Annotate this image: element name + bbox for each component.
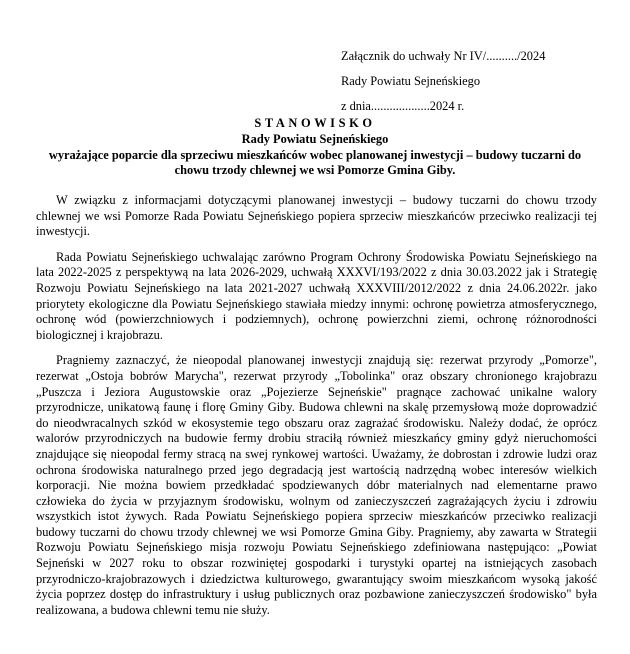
council-line: Rady Powiatu Sejneńskiego: [341, 74, 481, 88]
body-paragraph: Pragniemy zaznaczyć, że nieopodal planowanej inwestycji znajdują się: rezerwat przyrody „Pomorze", rezerwat „Ostoja bobrów Marycha", rezerwat przyrody „Tobolinka" oraz obszary chronionego krajobrazu „Puszcza i Jeziora Augustowskie oraz „Pojezierze Sejneńskie" pragnące zachować unikalne walory przyrodnicze, unikatową faunę i florę Gminy Giby. Budowa chlewni na skalę przemysłową może doprowadzić do nieodwracalnych szkód w ekosystemie tego obszaru oraz zagrażać środowisku. Należy dodać, że oprócz walorów przyrodniczych na budowie fermy drobiu straciłą również mieszkańcy gminy gdyż nieruchomości znajdujące się nieopodal fermy stracą na swej rynkowej wartości. Uważamy, że dobrostan i zdrowie ludzi oraz ochrona środowiska naturalnego przed jego degradacją jest wartością nadrzędną wobec interesów wielkich korporacji. Nie można bowiem przedkładać spodziewanych dóbr materialnych nad elementarne prawo człowieka do życia w przyjaznym środowisku, wolnym od zanieczyszczeń zagrażających życiu i zdrowiu wszystkich istot żywych. Rada Powiatu Sejneńskiego popiera sprzeciw mieszkańców przeciwko realizacji budowy tuczarni do chowu trzody chlewnej we wsi Pomorze Gmina Giby. Pragniemy, aby zawarta w Strategii Rozwoju Powiatu Sejneńskiego misja rozwoju Powiatu Sejneńskiego zdefiniowana następująco: „Powiat Sejneński w 2027 roku to obszar rozwiniętej gospodarki i turystyki opartej na istniejących zasobach przyrodniczo-krajobrazowych i dziedzictwa kulturowego, gwarantujący swoim mieszkańcom wysoką jakość życia poprzez dostęp do infrastruktury i usług publicznych oraz pozbawione zanieczyszczeń środowisko" była realizowana, a budowa chlewni temu nie służy.: [36, 353, 597, 617]
date-line: z dnia...................2024 r.: [341, 99, 465, 113]
attachment-header: [341, 44, 611, 119]
body-paragraph: W związku z informacjami dotyczącymi planowanej inwestycji – budowy tuczarni do chowu trzody chlewnej we wsi Pomorze Rada Powiatu Sejneńskiego popiera sprzeciw mieszkańców przeciwko realizacji tej inwestycji.: [36, 193, 597, 239]
subject-heading: wyrażające poparcie dla sprzeciwu mieszkańców wobec planowanej inwestycji – budowy tuczarni do chowu trzody chlewnej we wsi Pomorze Gmina Giby.: [48, 147, 582, 178]
document-title-block: [20, 116, 610, 179]
document-body: [36, 193, 597, 628]
body-paragraph: Rada Powiatu Sejneńskiego uchwalając zarówno Program Ochrony Środowiska Powiatu Sejneńskiego na lata 2022-2025 z perspektywą na lata 2026-2029, uchwałą XXXVI/193/2022 z dnia 30.03.2022 jak i Strategię Rozwoju Powiatu Sejneńskiego na lata 2021-2027 uchwałą XXXVIII/2012/2022 z dnia 24.06.2022r. jako priorytety ekologiczne dla Powiatu Sejneńskiego stawiała miedzy innymi: ochronę powietrza atmosferycznego, ochronę wód (powierzchniowych i podziemnych), ochronę powierzchni ziemi, ochronę różnorodności biologicznej i krajobrazu.: [36, 249, 597, 342]
document-type-heading: STANOWISKO: [254, 116, 376, 130]
attachment-line: Załącznik do uchwały Nr IV/........../2024: [341, 49, 546, 63]
issuer-heading: Rady Powiatu Sejneńskiego: [241, 131, 389, 146]
